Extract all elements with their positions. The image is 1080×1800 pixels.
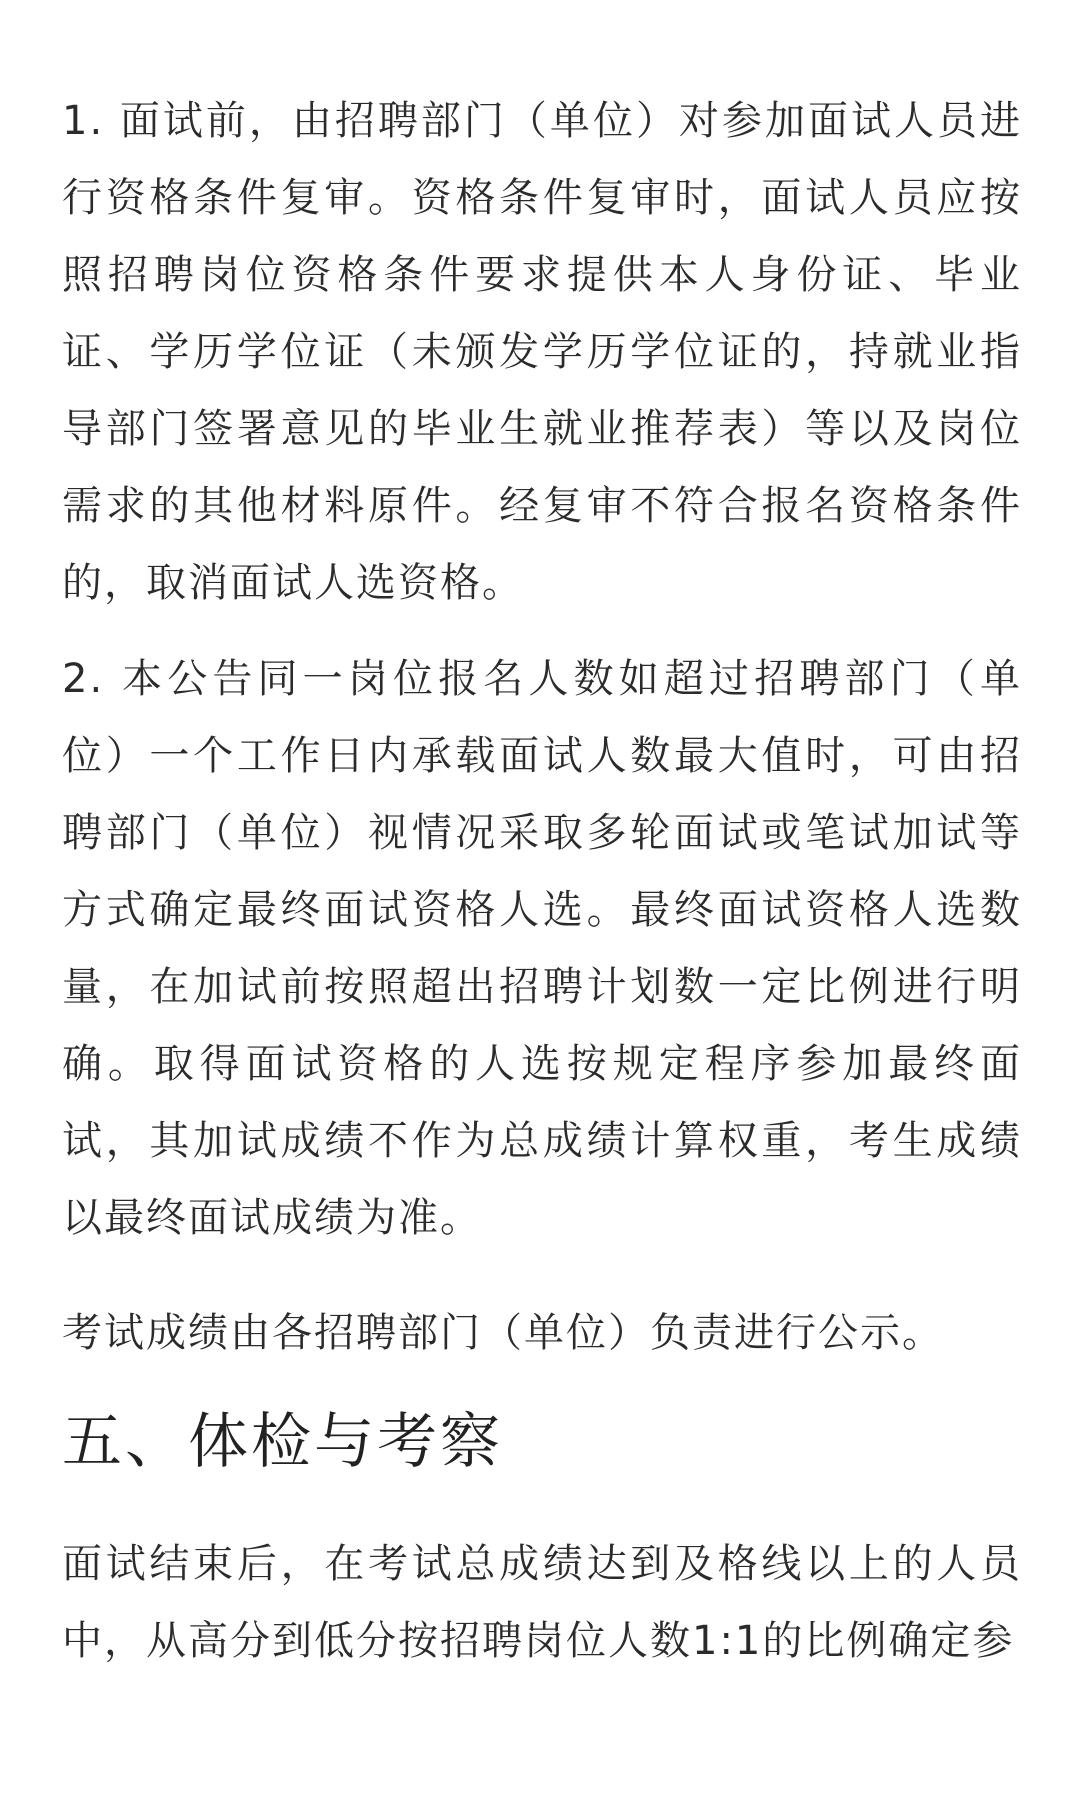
- paragraph-score-publication: 考试成绩由各招聘部门（单位）负责进行公示。: [62, 1310, 944, 1356]
- paragraph-interview-qualification-review: 1. 面试前，由招聘部门（单位）对参加面试人员进行资格条件复审。资格条件复审时，面试人员应按照招聘岗位资格条件要求提供本人身份证、毕业证、学历学位证（未颁发学历学位证的，持就业指导部门签署意见的毕业生就业推荐表）等以及岗位需求的其他材料原件。经复审不符合报名资格条件的，取消面试人选资格。: [62, 98, 1022, 606]
- paragraph-multi-round-interview: 2. 本公告同一岗位报名人数如超过招聘部门（单位）一个工作日内承载面试人数最大值时，可由招聘部门（单位）视情况采取多轮面试或笔试加试等方式确定最终面试资格人选。最终面试资格人选数量，在加试前按照超出招聘计划数一定比例进行明确。取得面试资格的人选按规定程序参加最终面试，其加试成绩不作为总成绩计算权重，考生成绩以最终面试成绩为准。: [62, 656, 1022, 1241]
- article-body: [62, 83, 1022, 1680]
- paragraph-physical-exam-selection: 面试结束后，在考试总成绩达到及格线以上的人员中，从高分到低分按招聘岗位人数1:1的比例确定参: [62, 1541, 1022, 1664]
- section-heading-physical-exam: 五、体检与考察: [62, 1407, 503, 1477]
